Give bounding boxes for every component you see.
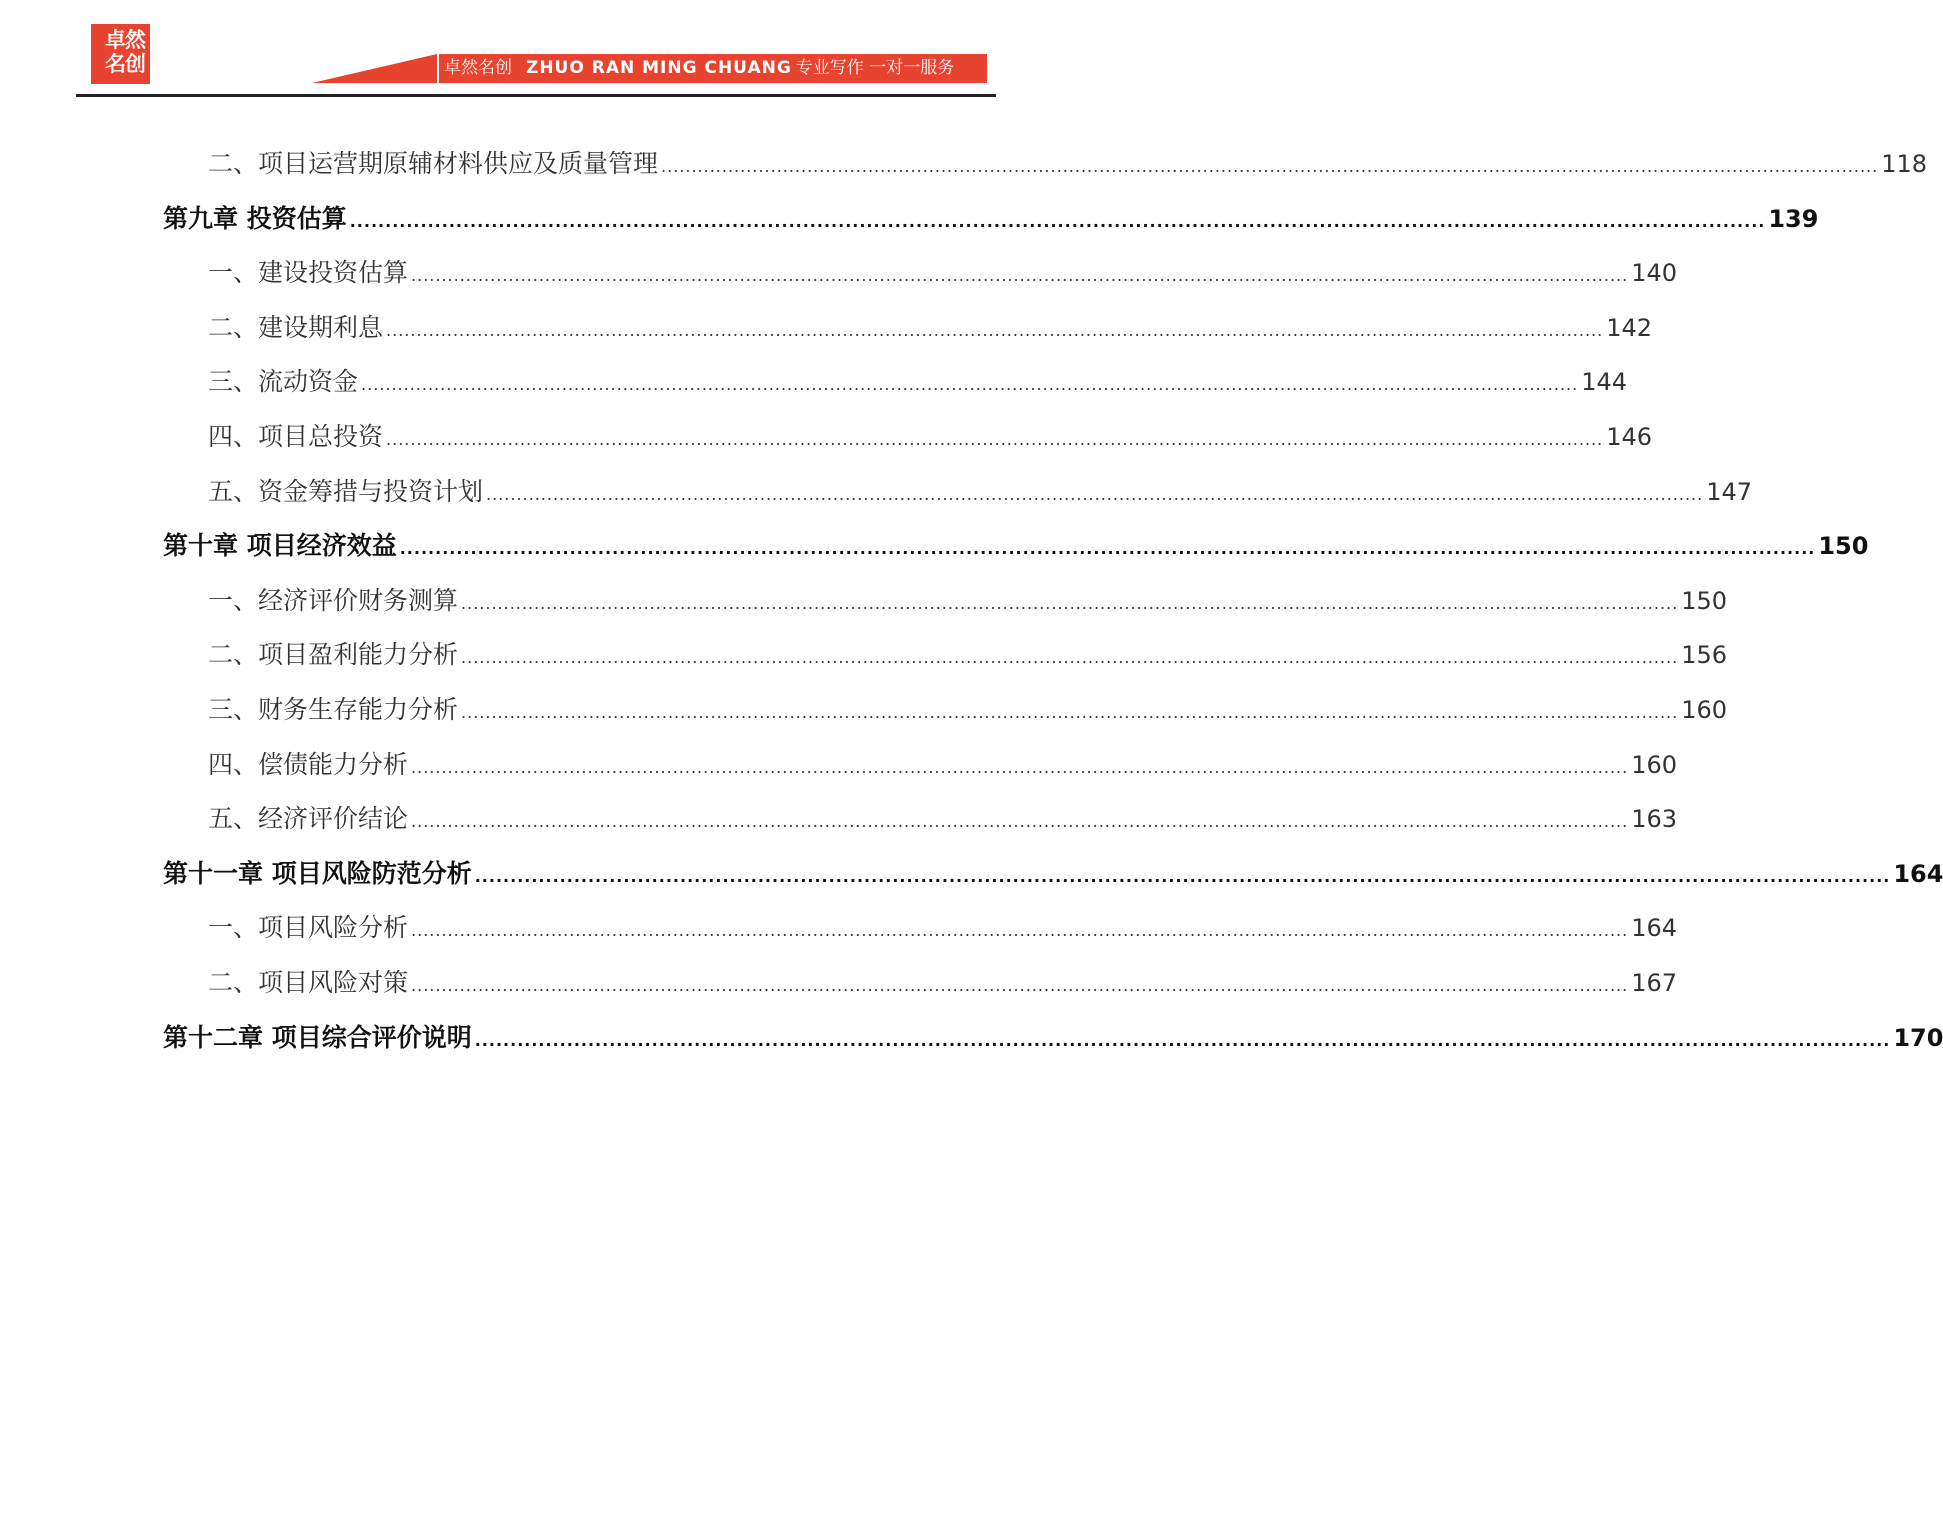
toc-entry-title: 一、建设投资估算: [208, 258, 409, 288]
toc-entry-title: 一、经济评价财务测算: [208, 585, 459, 615]
toc-leader-dots: ........................................................................................................................................................................................................: [474, 1030, 1891, 1050]
toc-entry-title: 四、项目总投资: [208, 421, 384, 451]
toc-leader-dots: ........................................................................................................................................................................................................: [461, 593, 1679, 613]
toc-entry[interactable]: [163, 1011, 1943, 1066]
toc-entry-title: 二、项目运营期原辅材料供应及质量管理: [208, 149, 659, 178]
toc-leader-dots: ........................................................................................................................................................................................................: [386, 320, 1604, 340]
toc-entry[interactable]: [163, 410, 1653, 465]
toc-leader-dots: ........................................................................................................................................................................................................: [411, 266, 1629, 286]
toc-leader-dots: ........................................................................................................................................................................................................: [474, 866, 1891, 886]
toc-entry-page: 144: [1581, 368, 1628, 397]
toc-entry-title: 第十二章 项目综合评价说明: [163, 1022, 472, 1052]
toc-leader-dots: ........................................................................................................................................................................................................: [411, 812, 1629, 832]
toc-leader-dots: ........................................................................................................................................................................................................: [399, 539, 1816, 559]
toc-leader-dots: ........................................................................................................................................................................................................: [486, 484, 1704, 504]
toc-entry[interactable]: [163, 192, 1819, 247]
toc-leader-dots: ........................................................................................................................................................................................................: [661, 157, 1879, 176]
toc-entry-page: 150: [1818, 532, 1869, 561]
toc-entry[interactable]: [163, 301, 1653, 356]
toc-entry-title: 第九章 投资估算: [163, 203, 347, 233]
toc-leader-dots: ........................................................................................................................................................................................................: [349, 211, 1766, 231]
toc-leader-dots: ........................................................................................................................................................................................................: [411, 757, 1629, 777]
toc-entry[interactable]: [163, 628, 1728, 683]
toc-entry[interactable]: [163, 574, 1728, 629]
toc-entry-title: 三、流动资金: [208, 367, 359, 397]
toc-entry[interactable]: [163, 246, 1678, 301]
toc-entry-page: 150: [1681, 586, 1728, 615]
toc-entry-title: 三、财务生存能力分析: [208, 694, 459, 724]
toc-entry-page: 170: [1893, 1023, 1943, 1052]
toc-entry-page: 118: [1881, 150, 1928, 178]
toc-entry-page: 147: [1706, 477, 1753, 506]
toc-entry-title: 二、建设期利息: [208, 312, 384, 342]
toc-entry-title: 四、偿债能力分析: [208, 749, 409, 779]
toc-leader-dots: ........................................................................................................................................................................................................: [461, 648, 1679, 668]
toc-entry-title: 二、项目盈利能力分析: [208, 640, 459, 670]
toc-entry-page: 167: [1631, 968, 1678, 997]
header-rule: [76, 94, 996, 97]
toc-entry[interactable]: [163, 738, 1678, 793]
banner-brand-en: ZHUO RAN MING CHUANG: [526, 58, 792, 78]
toc-entry-title: 第十章 项目经济效益: [163, 531, 397, 561]
toc-entry-title: 五、经济评价结论: [208, 804, 409, 834]
banner-slant: [312, 54, 437, 83]
banner-brand-cn: 卓然名创: [444, 58, 512, 78]
toc-entry[interactable]: [163, 683, 1728, 738]
toc-leader-dots: ........................................................................................................................................................................................................: [461, 702, 1679, 722]
toc-entry-page: 164: [1893, 859, 1943, 888]
toc-entry[interactable]: [163, 847, 1943, 902]
toc-entry[interactable]: [163, 792, 1678, 847]
toc-entry-title: 五、资金筹措与投资计划: [208, 476, 484, 506]
toc-entry[interactable]: [163, 465, 1753, 520]
logo-line-1: 卓然: [105, 28, 145, 52]
toc-entry[interactable]: [163, 355, 1628, 410]
toc-entry[interactable]: [163, 901, 1678, 956]
toc-entry-page: 140: [1631, 259, 1678, 288]
toc-leader-dots: ........................................................................................................................................................................................................: [411, 921, 1629, 941]
toc-entry-title: 一、项目风险分析: [208, 913, 409, 943]
toc-entry-page: 142: [1606, 313, 1653, 342]
toc-leader-dots: ........................................................................................................................................................................................................: [361, 375, 1579, 395]
table-of-contents: [163, 137, 1943, 1065]
toc-leader-dots: ........................................................................................................................................................................................................: [386, 429, 1604, 449]
toc-entry-page: 160: [1631, 750, 1678, 779]
toc-entry-page: 163: [1631, 805, 1678, 834]
toc-entry[interactable]: [163, 519, 1869, 574]
header-banner-shape: [0, 0, 1080, 100]
header-banner-text: [444, 54, 954, 82]
banner-slogan: 专业写作 一对一服务: [795, 58, 955, 78]
toc-entry-page: 146: [1606, 422, 1653, 451]
toc-entry-page: 160: [1681, 695, 1728, 724]
toc-entry[interactable]: [163, 137, 1928, 192]
toc-leader-dots: ........................................................................................................................................................................................................: [411, 975, 1629, 995]
toc-entry-page: 156: [1681, 641, 1728, 670]
toc-entry-page: 139: [1768, 204, 1819, 233]
toc-entry-title: 二、项目风险对策: [208, 967, 409, 997]
toc-entry-title: 第十一章 项目风险防范分析: [163, 858, 472, 888]
toc-entry[interactable]: [163, 956, 1678, 1011]
logo-line-2: 名创: [105, 52, 145, 76]
toc-entry-page: 164: [1631, 914, 1678, 943]
